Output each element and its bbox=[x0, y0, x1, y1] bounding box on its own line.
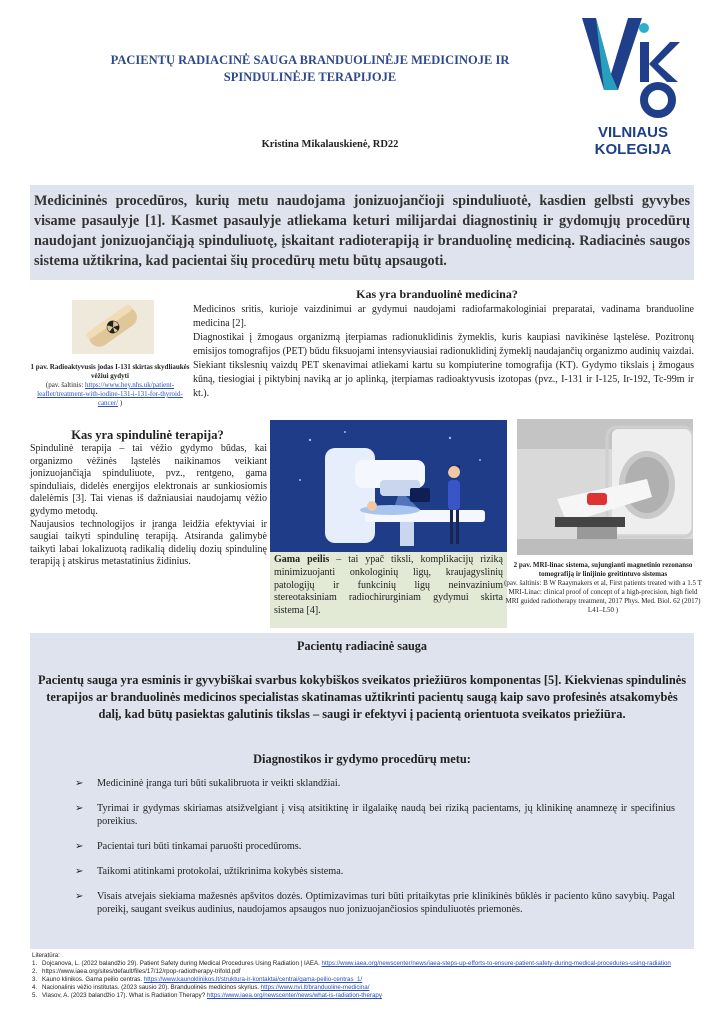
reference-link[interactable]: https://www.kaunoklinikos.lt/struktura-ir-kontaktai/centrai/gama-peilio-centras_1/ bbox=[143, 976, 363, 983]
list-item-text: Tyrimai ir gydymas skiriamas atsižvelgiant į visą atsitiktinę ir ilgalaikę naudą bei riziką pacientams, jų klinikinę anamnezę ir specifinius poreikius. bbox=[97, 803, 675, 827]
list-item bbox=[75, 777, 675, 790]
references bbox=[32, 952, 700, 1000]
list-item bbox=[75, 890, 675, 916]
radiotherapy-text bbox=[30, 443, 267, 569]
reference-link[interactable]: https://www.iaea.org/newscenter/news/what-is-radiation-therapy bbox=[206, 992, 382, 999]
title-line-2: SPINDULINĖJE TERAPIJOJE bbox=[223, 70, 397, 84]
reference-number: 1. bbox=[32, 960, 38, 967]
reference-item bbox=[32, 960, 700, 968]
mri-linac-photo bbox=[517, 419, 693, 555]
reference-link[interactable]: https://www.nvi.lt/branduoline-medicina/ bbox=[260, 984, 370, 991]
reference-item bbox=[32, 992, 700, 1000]
gamma-knife-text: – tai ypač tiksli, komplikacijų riziką minimizuojanti onkologinių ligų, kraujagyslinių patologijų ir funkcinių ligų neinvazinium stereotaksiniam radiochirurginiam gydymui skirta sistema [4]. bbox=[274, 554, 503, 617]
procedures-heading: Diagnostikos ir gydymo procedūrų metu: bbox=[253, 752, 471, 766]
title-line-1: PACIENTŲ RADIACINĖ SAUGA BRANDUOLINĖJE MEDICINOJE IR bbox=[110, 53, 510, 67]
list-item bbox=[75, 802, 675, 828]
gamma-knife-term: Gama peilis bbox=[274, 554, 330, 565]
patient-safety-statement: Pacientų sauga yra esminis ir gyvybiškai svarbus kokybiškos sveikatos priežiūros komponentas [5]. Kiekvienas spindulinės terapijos ar branduolinės medicinos specialistas skatinamas užtikrinti pacientų saugą kaip savo profesinės atsakomybės dalį, kad būtų pasiektas galutinis tikslas – saugi ir efektyvi į pacientą orientuota sveikatos priežiūra. bbox=[37, 673, 687, 721]
reference-number: 2. bbox=[32, 968, 38, 975]
nuclear-medicine-text bbox=[193, 303, 694, 401]
list-item-text: Taikomi atitinkami protokolai, užtikrinima kokybės sistema. bbox=[97, 866, 344, 877]
school-name-line-2: KOLEGIJA bbox=[594, 141, 672, 158]
school-logo bbox=[578, 12, 688, 172]
radiotherapy-paragraph-2: Naujausios technologijos ir įranga leidžia efektyviai ir saugiai taikyti spindulinę terapiją. Atsiranda galimybė taikyti labai lokalizuotą radikalią didelių dozių spindulinę terapiją į atskirus metastatinius židinius. bbox=[30, 518, 267, 568]
list-item bbox=[75, 840, 675, 853]
reference-item bbox=[32, 984, 700, 992]
radiotherapy-paragraph-1: Spindulinė terapija – tai vėžio gydymo būdas, kai organizmo vėžinės ląstelės naikinamos veikiant jonizuojančiąja spinduliuote, pvz., rentgeno, gama spinduliais, didelės energijos elektronais ar sunkiosiomis dalelėmis [3]. Tai vienas iš dažniausiai naudojamų vėžio gydymo metodų. bbox=[30, 443, 267, 517]
arrow-bullet-icon: ➢ bbox=[75, 803, 84, 814]
list-item-text: Medicininė įranga turi būti sukalibruota ir veikti sklandžiai. bbox=[97, 778, 341, 789]
reference-text: Kauno klinikos. Gama peilio centras. bbox=[42, 976, 144, 983]
nuclear-medicine-paragraph-2: Diagnostikai į žmogaus organizmą įterpiamas radionuklidinis žymeklis, kuris kaupiasi navikinėse ląstelėse. Pozitronų emisijos tomografijos (PET) būdu fiksuojami intensyviausiai radionuklidinį žymeklį naudajančių organizmo audinių vaizdai. Siekiant tikslesnių vaizdų PET skenavimai atliekami kartu su kompiuterine tomografija (KT). Gydymo tikslais į žmogaus kūną, tiesiogiai į piktybinį naviką ar jo aplinką, įterpiamas radioaktyvusis izotopas (pvz., I-131 ir I-125, Ir-192, Tc-99m ir kt.). bbox=[193, 332, 694, 399]
nuclear-medicine-paragraph-1: Medicinos sritis, kurioje vaizdinimui ar gydymui naudojami radiofarmakologiniai preparatai, vadinama branduoline medicina [2]. bbox=[193, 304, 694, 329]
iodine-capsule-image bbox=[72, 300, 154, 354]
reference-link[interactable]: https://www.iaea.org/newscenter/news/iaea-steps-up-efforts-to-ensure-patient-safety-during-medical-procedures-using-radiation bbox=[321, 960, 671, 967]
figure-1-caption bbox=[30, 363, 190, 408]
reference-item bbox=[32, 976, 700, 984]
reference-number: 3. bbox=[32, 976, 38, 983]
reference-number: 5. bbox=[32, 992, 38, 999]
reference-text: Vlasov, A. (2023 balandžio 17). What is Radiation Therapy? bbox=[42, 992, 207, 999]
radiotherapy-heading: Kas yra spindulinė terapija? bbox=[71, 428, 224, 442]
procedures-list bbox=[75, 777, 675, 928]
nuclear-medicine-heading: Kas yra branduolinė medicina? bbox=[356, 287, 518, 301]
school-name-line-1: VILNIAUS bbox=[597, 124, 668, 141]
figure-2-source: (pav. šaltinis: B W Raaymakers et al, First patients treated with a 1.5 T MRI-Linac: clinical proof of concept of a high-precision, high field MRI guided radiotherapy treatment, 2017 Phys. Med. Biol. 62 (2017) L41–L50 ) bbox=[504, 579, 702, 614]
author: Kristina Mikalauskienė, RD22 bbox=[261, 139, 399, 150]
reference-number: 4. bbox=[32, 984, 38, 991]
viko-logo-icon bbox=[578, 12, 688, 120]
references-list bbox=[32, 960, 700, 1000]
arrow-bullet-icon: ➢ bbox=[75, 841, 84, 852]
figure-1-title: 1 pav. Radioaktyvusis jodas I-131 skirtas skydliaukės vėžiui gydyti bbox=[30, 363, 190, 380]
gamma-knife-box bbox=[270, 552, 507, 628]
patient-safety-heading: Pacientų radiacinė sauga bbox=[297, 639, 427, 653]
arrow-bullet-icon: ➢ bbox=[75, 778, 84, 789]
figure-2-caption bbox=[503, 561, 703, 615]
reference-text: https://www.iaea.org/sites/default/files/17/12/rpop-radiotherapy-trifold.pdf bbox=[42, 968, 241, 975]
arrow-bullet-icon: ➢ bbox=[75, 891, 84, 902]
references-heading: Literatūra: bbox=[32, 952, 60, 959]
intro-banner: Medicininės procedūros, kurių metu naudojama jonizuojančioji spinduliuotė, kasdien gelbsti gyvybes visame pasaulyje [1]. Kasmet pasaulyje atliekama keturi milijardai diagnostinių ir gydomųjų procedūrų naudojant jonizuojančiąją spinduliuotę, įskaitant radioterapiją ir branduolinę mediciną. Radiacinės saugos sistema užtikrina, kad pacientai šių procedūrų metu būtų apsaugoti. bbox=[30, 185, 694, 280]
reference-text: Dojcanova, L. (2022 balandžio 29). Patient Safety during Medical Procedures Using Radiation | IAEA. bbox=[42, 960, 322, 967]
reference-text: Nacionalinis vėžio institutas. (2023 sausio 20). Branduolinės medicinos skyrius. bbox=[42, 984, 261, 991]
list-item-text: Visais atvejais siekiama mažesnės apšvitos dozės. Optimizavimas turi būti pritaikytas prie klinikinės būklės ir paciento kūno savybių. Pagal poreikį, saugant sveikus audinius, naudojamos apsaugos nuo jonizuojančiosios spinduliuotės priemonės. bbox=[97, 891, 675, 915]
figure-1-source-link[interactable]: https://www.hey.nhs.uk/patient-leaflet/treatment-with-iodine-131-i-131-for-thyroid-cancer/ bbox=[37, 381, 183, 407]
list-item bbox=[75, 865, 675, 878]
arrow-bullet-icon: ➢ bbox=[75, 866, 84, 877]
poster-title bbox=[60, 52, 560, 86]
figure-1-source-prefix: (pav. šaltinis: bbox=[45, 381, 85, 389]
figure-2-title: 2 pav. MRI-linac sistema, sujungianti magnetinio rezonanso tomografiją ir linijinio greitintuvo sistemas bbox=[513, 561, 693, 578]
reference-item bbox=[32, 968, 700, 976]
list-item-text: Pacientai turi būti tinkamai paruošti procedūroms. bbox=[97, 841, 302, 852]
figure-1-source-suffix: ) bbox=[118, 399, 123, 407]
radiotherapy-illustration bbox=[270, 420, 507, 552]
figure-1-source bbox=[30, 381, 190, 408]
